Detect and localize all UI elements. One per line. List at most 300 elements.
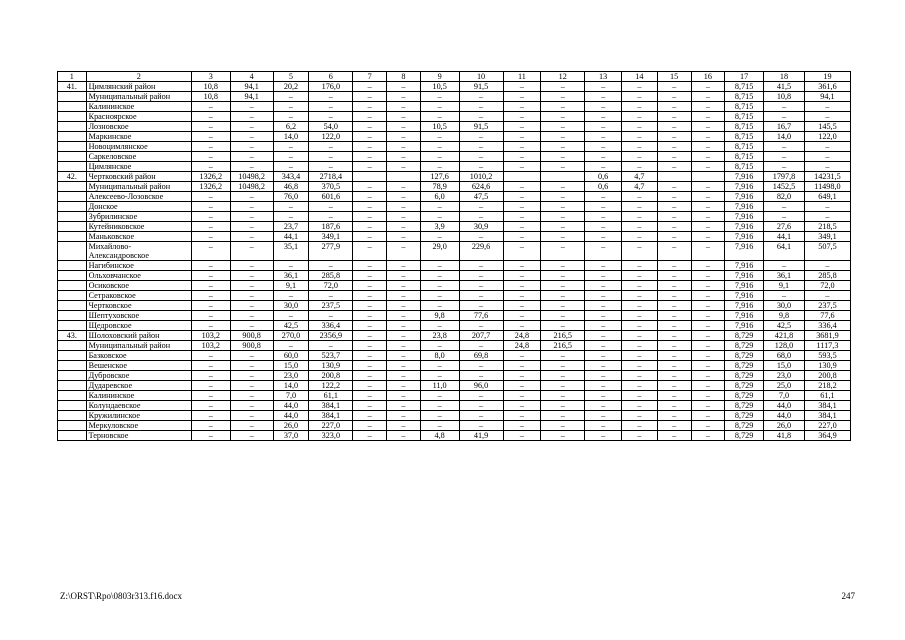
value-cell: – bbox=[585, 82, 622, 92]
territory-name: Базковское bbox=[86, 351, 191, 361]
value-cell: 649,1 bbox=[804, 192, 850, 202]
value-cell: – bbox=[657, 82, 691, 92]
value-cell: – bbox=[541, 162, 585, 172]
value-cell: 0,6 bbox=[585, 172, 622, 182]
value-cell: – bbox=[691, 271, 725, 281]
value-cell: – bbox=[764, 212, 805, 222]
value-cell: 7,916 bbox=[725, 261, 764, 271]
territory-name: Чертковский район bbox=[86, 172, 191, 182]
value-cell: – bbox=[309, 291, 353, 301]
value-cell: – bbox=[503, 321, 541, 331]
value-cell: – bbox=[273, 261, 309, 271]
row-number bbox=[58, 232, 87, 242]
value-cell: – bbox=[353, 152, 387, 162]
value-cell: – bbox=[503, 102, 541, 112]
territory-name: Щедровское bbox=[86, 321, 191, 331]
value-cell: – bbox=[230, 232, 273, 242]
value-cell: 130,9 bbox=[804, 361, 850, 371]
value-cell: – bbox=[622, 421, 658, 431]
value-cell: – bbox=[622, 102, 658, 112]
value-cell: – bbox=[387, 361, 421, 371]
value-cell: – bbox=[691, 311, 725, 321]
value-cell: – bbox=[273, 212, 309, 222]
value-cell: – bbox=[191, 391, 230, 401]
value-cell: – bbox=[691, 341, 725, 351]
value-cell: – bbox=[541, 421, 585, 431]
value-cell bbox=[541, 172, 585, 182]
table-row bbox=[58, 381, 851, 391]
value-cell: – bbox=[503, 381, 541, 391]
value-cell: 523,7 bbox=[309, 351, 353, 361]
value-cell: – bbox=[353, 182, 387, 192]
value-cell: – bbox=[622, 401, 658, 411]
value-cell: – bbox=[387, 281, 421, 291]
value-cell: – bbox=[503, 271, 541, 281]
value-cell: – bbox=[804, 142, 850, 152]
value-cell: – bbox=[691, 222, 725, 232]
value-cell: 9,1 bbox=[764, 281, 805, 291]
value-cell: – bbox=[764, 112, 805, 122]
value-cell: – bbox=[585, 242, 622, 261]
value-cell: – bbox=[309, 212, 353, 222]
value-cell: 23,0 bbox=[764, 371, 805, 381]
value-cell: – bbox=[585, 431, 622, 441]
value-cell: – bbox=[691, 102, 725, 112]
table-row bbox=[58, 431, 851, 441]
value-cell: 2718,4 bbox=[309, 172, 353, 182]
value-cell: 8,715 bbox=[725, 102, 764, 112]
value-cell: 61,1 bbox=[309, 391, 353, 401]
value-cell: – bbox=[503, 212, 541, 222]
row-number bbox=[58, 122, 87, 132]
value-cell bbox=[503, 172, 541, 182]
value-cell: 8,729 bbox=[725, 431, 764, 441]
value-cell: – bbox=[387, 142, 421, 152]
value-cell: – bbox=[459, 341, 503, 351]
value-cell: – bbox=[691, 142, 725, 152]
value-cell: – bbox=[691, 431, 725, 441]
value-cell: – bbox=[622, 242, 658, 261]
value-cell: – bbox=[804, 261, 850, 271]
value-cell: – bbox=[459, 202, 503, 212]
value-cell: – bbox=[622, 261, 658, 271]
value-cell: 44,0 bbox=[764, 401, 805, 411]
territory-name: Ольховчанское bbox=[86, 271, 191, 281]
column-header: 17 bbox=[725, 72, 764, 82]
value-cell: – bbox=[585, 341, 622, 351]
value-cell: – bbox=[230, 261, 273, 271]
value-cell: – bbox=[622, 202, 658, 212]
value-cell: – bbox=[353, 321, 387, 331]
territory-name: Шолоховский район bbox=[86, 331, 191, 341]
value-cell: 26,0 bbox=[273, 421, 309, 431]
value-cell: 3,9 bbox=[420, 222, 459, 232]
value-cell: – bbox=[657, 321, 691, 331]
value-cell: – bbox=[804, 162, 850, 172]
value-cell: 15,0 bbox=[764, 361, 805, 371]
value-cell: – bbox=[230, 132, 273, 142]
row-number bbox=[58, 212, 87, 222]
value-cell: – bbox=[420, 271, 459, 281]
value-cell: – bbox=[657, 202, 691, 212]
value-cell: 2356,9 bbox=[309, 331, 353, 341]
value-cell: – bbox=[503, 421, 541, 431]
value-cell: 23,7 bbox=[273, 222, 309, 232]
value-cell: – bbox=[764, 102, 805, 112]
value-cell: 364,9 bbox=[804, 431, 850, 441]
value-cell: 336,4 bbox=[309, 321, 353, 331]
value-cell: – bbox=[503, 401, 541, 411]
territory-name: Сетраковское bbox=[86, 291, 191, 301]
territory-name: Новоцимлянское bbox=[86, 142, 191, 152]
value-cell: – bbox=[691, 82, 725, 92]
value-cell: – bbox=[691, 182, 725, 192]
value-cell: – bbox=[541, 281, 585, 291]
table-row bbox=[58, 291, 851, 301]
value-cell: – bbox=[541, 192, 585, 202]
value-cell: – bbox=[622, 431, 658, 441]
value-cell: – bbox=[353, 361, 387, 371]
value-cell: – bbox=[420, 112, 459, 122]
row-number bbox=[58, 381, 87, 391]
value-cell: 384,1 bbox=[804, 411, 850, 421]
row-number bbox=[58, 102, 87, 112]
value-cell: 36,1 bbox=[764, 271, 805, 281]
row-number bbox=[58, 341, 87, 351]
value-cell: – bbox=[387, 122, 421, 132]
value-cell: 94,1 bbox=[230, 82, 273, 92]
value-cell: 145,5 bbox=[804, 122, 850, 132]
value-cell: – bbox=[353, 192, 387, 202]
value-cell: – bbox=[230, 301, 273, 311]
value-cell: 78,9 bbox=[420, 182, 459, 192]
value-cell: – bbox=[353, 242, 387, 261]
territory-name: Дубровское bbox=[86, 371, 191, 381]
value-cell: – bbox=[273, 202, 309, 212]
row-number bbox=[58, 142, 87, 152]
table-row bbox=[58, 152, 851, 162]
value-cell: – bbox=[191, 152, 230, 162]
value-cell: – bbox=[459, 142, 503, 152]
value-cell: 94,1 bbox=[804, 92, 850, 102]
value-cell: 4,7 bbox=[622, 182, 658, 192]
row-number bbox=[58, 311, 87, 321]
value-cell: 44,1 bbox=[764, 232, 805, 242]
row-number bbox=[58, 411, 87, 421]
value-cell: – bbox=[191, 102, 230, 112]
value-cell: – bbox=[191, 212, 230, 222]
value-cell: – bbox=[191, 351, 230, 361]
territory-name: Маньковское bbox=[86, 232, 191, 242]
value-cell: – bbox=[585, 112, 622, 122]
value-cell: 370,5 bbox=[309, 182, 353, 192]
value-cell: – bbox=[541, 92, 585, 102]
value-cell: – bbox=[691, 421, 725, 431]
value-cell: 14231,5 bbox=[804, 172, 850, 182]
value-cell: – bbox=[622, 212, 658, 222]
value-cell: – bbox=[585, 331, 622, 341]
value-cell: – bbox=[353, 132, 387, 142]
value-cell: – bbox=[420, 132, 459, 142]
column-header: 4 bbox=[230, 72, 273, 82]
value-cell: – bbox=[657, 152, 691, 162]
value-cell: – bbox=[657, 381, 691, 391]
value-cell: 176,0 bbox=[309, 82, 353, 92]
column-header: 16 bbox=[691, 72, 725, 82]
value-cell: – bbox=[420, 232, 459, 242]
value-cell: 361,6 bbox=[804, 82, 850, 92]
row-number bbox=[58, 112, 87, 122]
row-number bbox=[58, 162, 87, 172]
value-cell: – bbox=[585, 401, 622, 411]
value-cell: – bbox=[230, 381, 273, 391]
value-cell: – bbox=[387, 242, 421, 261]
value-cell: – bbox=[353, 341, 387, 351]
value-cell: – bbox=[503, 351, 541, 361]
value-cell: – bbox=[353, 431, 387, 441]
value-cell: 8,0 bbox=[420, 351, 459, 361]
value-cell: – bbox=[191, 411, 230, 421]
value-cell: – bbox=[191, 311, 230, 321]
value-cell: – bbox=[657, 391, 691, 401]
value-cell: 127,6 bbox=[420, 172, 459, 182]
value-cell: 122,0 bbox=[804, 132, 850, 142]
value-cell: – bbox=[622, 361, 658, 371]
value-cell: 72,0 bbox=[309, 281, 353, 291]
value-cell: – bbox=[503, 122, 541, 132]
value-cell bbox=[657, 172, 691, 182]
value-cell: – bbox=[420, 321, 459, 331]
value-cell: – bbox=[459, 301, 503, 311]
value-cell: – bbox=[691, 162, 725, 172]
value-cell: – bbox=[191, 301, 230, 311]
value-cell: 6,0 bbox=[420, 192, 459, 202]
table-row bbox=[58, 242, 851, 261]
value-cell: 69,8 bbox=[459, 351, 503, 361]
value-cell: – bbox=[387, 431, 421, 441]
value-cell: – bbox=[353, 212, 387, 222]
row-number: 42. bbox=[58, 172, 87, 182]
value-cell: 336,4 bbox=[804, 321, 850, 331]
column-header: 14 bbox=[622, 72, 658, 82]
value-cell: – bbox=[191, 321, 230, 331]
value-cell: – bbox=[503, 281, 541, 291]
value-cell: 15,0 bbox=[273, 361, 309, 371]
value-cell bbox=[353, 172, 387, 182]
value-cell: 10,5 bbox=[420, 122, 459, 132]
value-cell: – bbox=[657, 341, 691, 351]
value-cell: 7,916 bbox=[725, 321, 764, 331]
value-cell: 9,1 bbox=[273, 281, 309, 291]
column-header: 15 bbox=[657, 72, 691, 82]
value-cell: – bbox=[764, 202, 805, 212]
value-cell bbox=[691, 172, 725, 182]
value-cell: 7,916 bbox=[725, 192, 764, 202]
value-cell: 285,8 bbox=[804, 271, 850, 281]
table-row bbox=[58, 212, 851, 222]
table-row bbox=[58, 411, 851, 421]
value-cell: – bbox=[585, 122, 622, 132]
value-cell: – bbox=[764, 142, 805, 152]
value-cell: 7,916 bbox=[725, 172, 764, 182]
value-cell: – bbox=[691, 212, 725, 222]
table-row bbox=[58, 92, 851, 102]
value-cell: 7,0 bbox=[764, 391, 805, 401]
value-cell: – bbox=[191, 132, 230, 142]
value-cell: 11498,0 bbox=[804, 182, 850, 192]
value-cell: 61,1 bbox=[804, 391, 850, 401]
value-cell: – bbox=[622, 311, 658, 321]
value-cell: – bbox=[459, 271, 503, 281]
value-cell: 218,5 bbox=[804, 222, 850, 232]
value-cell: – bbox=[387, 82, 421, 92]
value-cell: – bbox=[503, 431, 541, 441]
value-cell: 1326,2 bbox=[191, 172, 230, 182]
value-cell: 349,1 bbox=[309, 232, 353, 242]
value-cell: 384,1 bbox=[804, 401, 850, 411]
value-cell: – bbox=[657, 242, 691, 261]
value-cell: – bbox=[541, 122, 585, 132]
value-cell: – bbox=[191, 112, 230, 122]
value-cell: – bbox=[541, 301, 585, 311]
value-cell: – bbox=[387, 311, 421, 321]
row-number bbox=[58, 152, 87, 162]
value-cell: – bbox=[622, 391, 658, 401]
value-cell: – bbox=[585, 411, 622, 421]
value-cell: 1452,5 bbox=[764, 182, 805, 192]
table-row bbox=[58, 271, 851, 281]
value-cell: – bbox=[459, 391, 503, 401]
value-cell: – bbox=[191, 371, 230, 381]
value-cell: 14,0 bbox=[273, 381, 309, 391]
column-header: 5 bbox=[273, 72, 309, 82]
value-cell: – bbox=[191, 261, 230, 271]
value-cell: 82,0 bbox=[764, 192, 805, 202]
value-cell: – bbox=[420, 421, 459, 431]
value-cell: 54,0 bbox=[309, 122, 353, 132]
column-header: 12 bbox=[541, 72, 585, 82]
value-cell: – bbox=[353, 281, 387, 291]
value-cell: – bbox=[764, 162, 805, 172]
value-cell: – bbox=[387, 212, 421, 222]
value-cell: – bbox=[459, 411, 503, 421]
value-cell: – bbox=[387, 351, 421, 361]
value-cell: 8,715 bbox=[725, 142, 764, 152]
value-cell: – bbox=[503, 361, 541, 371]
table-row bbox=[58, 222, 851, 232]
value-cell: – bbox=[691, 242, 725, 261]
value-cell: – bbox=[691, 351, 725, 361]
value-cell: – bbox=[804, 212, 850, 222]
value-cell: – bbox=[459, 112, 503, 122]
value-cell: – bbox=[503, 192, 541, 202]
value-cell: – bbox=[230, 142, 273, 152]
value-cell: 10,5 bbox=[420, 82, 459, 92]
value-cell: 77,6 bbox=[459, 311, 503, 321]
value-cell: – bbox=[503, 261, 541, 271]
value-cell: – bbox=[585, 232, 622, 242]
value-cell: – bbox=[622, 132, 658, 142]
value-cell: – bbox=[622, 301, 658, 311]
value-cell: 44,0 bbox=[273, 401, 309, 411]
value-cell: – bbox=[764, 261, 805, 271]
value-cell: – bbox=[657, 281, 691, 291]
value-cell: 10,8 bbox=[191, 92, 230, 102]
territory-name: Михайлово-Александровское bbox=[86, 242, 191, 261]
value-cell: – bbox=[309, 311, 353, 321]
value-cell: – bbox=[387, 371, 421, 381]
table-row bbox=[58, 192, 851, 202]
value-cell: – bbox=[353, 391, 387, 401]
value-cell: – bbox=[622, 122, 658, 132]
value-cell: 8,715 bbox=[725, 92, 764, 102]
value-cell: 60,0 bbox=[273, 351, 309, 361]
value-cell: – bbox=[657, 371, 691, 381]
value-cell: – bbox=[585, 212, 622, 222]
value-cell: – bbox=[657, 232, 691, 242]
row-number bbox=[58, 182, 87, 192]
value-cell: – bbox=[230, 311, 273, 321]
value-cell: – bbox=[387, 182, 421, 192]
table-row bbox=[58, 311, 851, 321]
value-cell: – bbox=[691, 401, 725, 411]
value-cell: – bbox=[541, 132, 585, 142]
value-cell: – bbox=[420, 162, 459, 172]
value-cell: 229,6 bbox=[459, 242, 503, 261]
value-cell: 7,916 bbox=[725, 222, 764, 232]
value-cell: – bbox=[541, 291, 585, 301]
value-cell: – bbox=[585, 92, 622, 102]
value-cell: – bbox=[309, 112, 353, 122]
value-cell: – bbox=[387, 232, 421, 242]
row-number bbox=[58, 431, 87, 441]
value-cell: 900,8 bbox=[230, 331, 273, 341]
row-number bbox=[58, 242, 87, 261]
column-header: 18 bbox=[764, 72, 805, 82]
value-cell: – bbox=[191, 431, 230, 441]
value-cell: – bbox=[230, 152, 273, 162]
table-body bbox=[58, 72, 851, 441]
value-cell: – bbox=[622, 321, 658, 331]
column-header: 1 bbox=[58, 72, 87, 82]
value-cell: 7,916 bbox=[725, 202, 764, 212]
value-cell: – bbox=[387, 202, 421, 212]
value-cell: – bbox=[230, 371, 273, 381]
value-cell: – bbox=[353, 381, 387, 391]
value-cell: – bbox=[191, 361, 230, 371]
value-cell: – bbox=[230, 242, 273, 261]
value-cell: – bbox=[804, 202, 850, 212]
value-cell: 7,916 bbox=[725, 301, 764, 311]
value-cell: – bbox=[585, 321, 622, 331]
value-cell: – bbox=[657, 122, 691, 132]
value-cell: – bbox=[230, 291, 273, 301]
value-cell: 7,0 bbox=[273, 391, 309, 401]
value-cell: – bbox=[230, 102, 273, 112]
value-cell: 8,729 bbox=[725, 331, 764, 341]
value-cell: – bbox=[459, 232, 503, 242]
value-cell: – bbox=[459, 321, 503, 331]
value-cell: – bbox=[691, 202, 725, 212]
value-cell: – bbox=[804, 152, 850, 162]
value-cell: – bbox=[585, 162, 622, 172]
value-cell: – bbox=[191, 421, 230, 431]
territory-name: Калининское bbox=[86, 102, 191, 112]
value-cell: – bbox=[387, 112, 421, 122]
value-cell: – bbox=[191, 271, 230, 281]
table-row bbox=[58, 331, 851, 341]
value-cell: 507,5 bbox=[804, 242, 850, 261]
